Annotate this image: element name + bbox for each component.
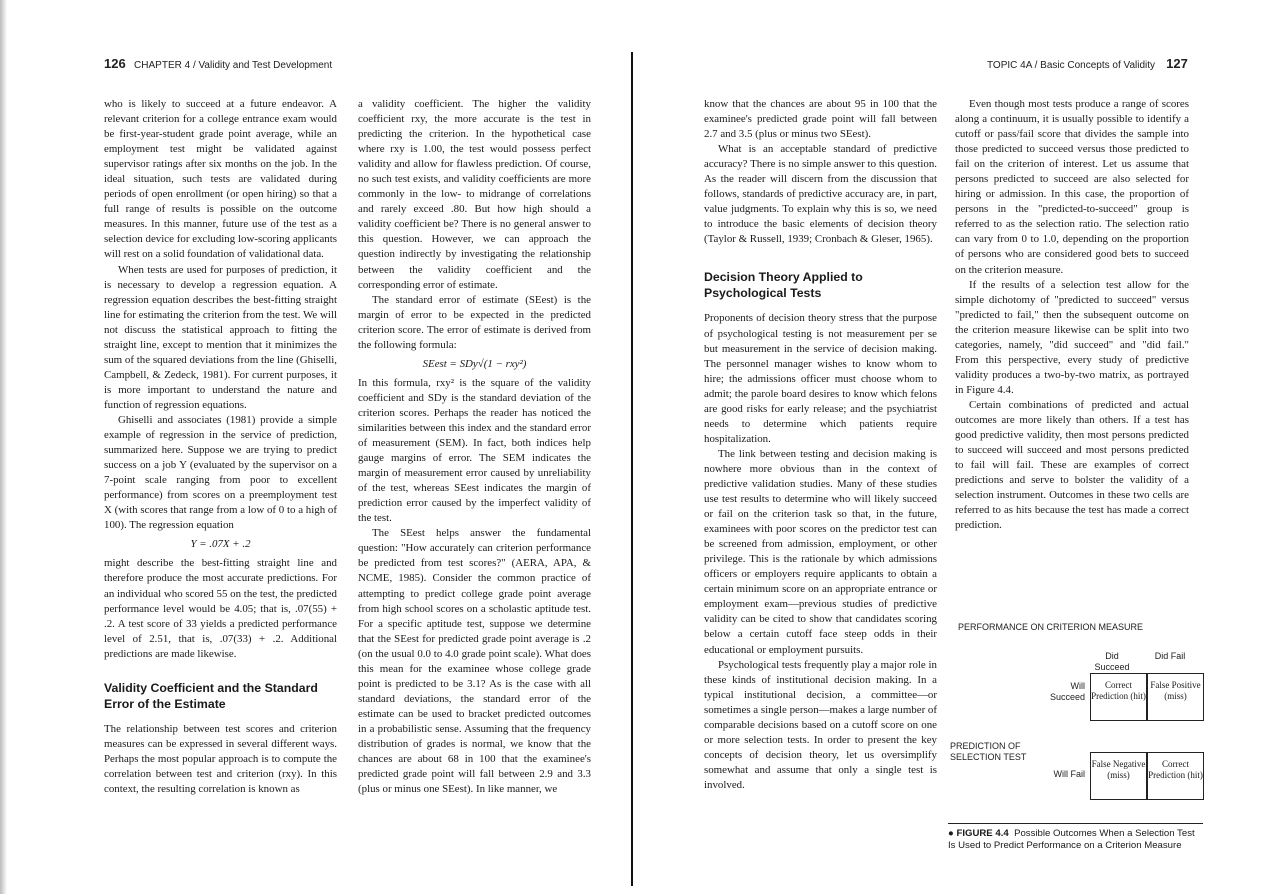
cell-correct-prediction-hit: Correct Prediction (hit) — [1090, 673, 1147, 721]
right-page-column-1 — [704, 97, 937, 793]
left-page-header — [104, 56, 332, 71]
paragraph: In this formula, rxy² is the square of the validity coefficient and SDy is the standard deviation of the criterion scores. Perhaps the reader has noticed the similarities between this index and the standard error of measurement (SEM). In fact, both indices help gauge margins of error. The SEM indicates the margin of measurement error caused by unreliability of the test, whereas SEest indicates the margin of prediction error caused by the imperfect validity of the test. — [358, 376, 591, 525]
paragraph: Psychological tests frequently play a major role in these kinds of institutional decision making. In a typical institutional decision, a committee—or sometimes a single person—makes a large number of comparable decisions based on a cutoff score on one or more selection tests. In order to present the key concepts of decision theory, let us oversimplify somewhat and assume that only a single test is involved. — [704, 658, 937, 791]
paragraph: might describe the best-fitting straight line and therefore produce the most accurate predictions. For an individual who scored 55 on the test, the predicted performance level would be 4.05; that is, .07(55) + .2. A test score of 33 yields a predicted performance level of 2.51, that is, .07(33) + .2. Additional predictions are made likewise. — [104, 557, 337, 660]
figure-caption-text: Possible Outcomes When a Selection Test Is Used to Predict Performance on a Criterion Measure — [948, 828, 1195, 851]
paragraph: What is an acceptable standard of predictive accuracy? There is no simple answer to this question. As the reader will discern from the discussion that follows, standards of predictive accuracy are, in part, value judgments. To explain why this is so, we need to introduce the basic elements of decision theory (Taylor & Russell, 1939; Cronbach & Gleser, 1965). — [704, 143, 937, 246]
cell-false-negative-miss: False Negative (miss) — [1090, 752, 1147, 800]
row-group-label: PREDICTION OF SELECTION TEST — [950, 741, 1027, 762]
left-page-number: 126 — [104, 56, 126, 71]
figure-caption — [948, 823, 1203, 852]
figure-label: ● FIGURE 4.4 — [948, 828, 1009, 839]
col-header-did-succeed: Did Succeed — [1094, 651, 1130, 672]
page-gutter-divider — [631, 52, 633, 886]
paragraph: know that the chances are about 95 in 100 that the examinee's predicted grade point will fall between 2.7 and 3.5 (plus or minus two SEest). — [704, 98, 937, 141]
standard-error-formula: SEest = SDy√(1 − rxy²) — [422, 357, 527, 370]
paragraph: The SEest helps answer the fundamental question: "How accurately can criterion performance be predicted from test scores?" (AERA, APA, & NCME, 1985). Consider the common practice of attempting to predict college grade point average from high school scores on a scholastic aptitude test. For a specific aptitude test, suppose we determine that the SEest for predicted grade point average is .2 (on the usual 0.0 to 4.0 grade point scale). What does this mean for the examinee whose college grade point is predicted to be 3.1? As is the case with all standard deviations, the standard error of the estimate can be used to bracket predicted outcomes in a probabilistic sense. Assuming that the frequency distribution of grades is normal, we know that the chances are about 68 in 100 that the examinee's predicted grade point will fall between 2.9 and 3.3 (plus or minus one SEest). In like manner, we — [358, 527, 591, 796]
paragraph: The standard error of estimate (SEest) is the margin of error to be expected in the predicted criterion score. The error of estimate is derived from the following formula: — [358, 293, 591, 351]
section-heading: Decision Theory Applied to Psychological Tests — [704, 270, 863, 301]
right-running-title: TOPIC 4A / Basic Concepts of Validity — [987, 60, 1156, 71]
right-page-column-2 — [955, 97, 1189, 533]
left-page-column-2 — [358, 97, 591, 797]
left-running-title: CHAPTER 4 / Validity and Test Development — [134, 60, 333, 71]
regression-equation: Y = .07X + .2 — [190, 538, 251, 551]
paragraph: Certain combinations of predicted and actual outcomes are more likely than others. If a test has good predictive validity, then most persons predicted to succeed will succeed and most persons predicted to fail will fail. These are examples of correct predictions and serve to bolster the validity of a selection instrument. Outcomes in these two cells are referred to as hits because the test has made a correct prediction. — [955, 398, 1189, 532]
paragraph: The link between testing and decision making is nowhere more obvious than in the context of predictive validation studies. Many of these studies use test results to determine who will likely succeed or fail on the criterion task so that, in the future, examinees with poor scores on the predictor test can be screened from admission, employment, or other privilege. This is the rationale by which admissions officers or employers require applicants to obtain a certain minimum score on an appropriate entrance or employment exam—previous studies of predictive validity can be cited to show that candidates scoring below a certain cutoff face steep odds in their educational or employment pursuits. — [704, 447, 937, 656]
row-header-will-succeed: Will Succeed — [1049, 681, 1085, 702]
paragraph: If the results of a selection test allow for the simple dichotomy of "predicted to succeed" versus "predicted to fail," then the subsequent outcome on the criterion measure likewise can be split into two categories, namely, "did succeed" and "did fail." From this perspective, every study of predictive validity produces a two-by-two matrix, as portrayed in Figure 4.4. — [955, 278, 1189, 396]
left-page-column-1 — [104, 97, 337, 797]
figure-title: PERFORMANCE ON CRITERION MEASURE — [958, 622, 1144, 632]
paragraph: When tests are used for purposes of prediction, it is necessary to develop a regression equation. A regression equation describes the best-fitting straight line for estimating the criterion from the test. We will not discuss the statistical approach to fitting the straight line, except to mention that it minimizes the sum of the squared deviations from the line (Ghiselli, Campbell, & Zedeck, 1981). For current purposes, it is more important to understand the nature and function of regression equations. — [104, 263, 337, 411]
cell-false-positive-miss: False Positive (miss) — [1147, 673, 1204, 721]
paragraph: a validity coefficient. The higher the validity coefficient rxy, the more accurate is the test in predicting the criterion. In the hypothetical case where rxy is 1.00, the test would possess perfect validity and allow for flawless prediction. Of course, no such test exists, and validity coefficients are more commonly in the low- to midrange of correlations and rarely exceed .80. But how high should a validity coefficient be? There is no general answer to this question. However, we can approach the question indirectly by investigating the relationship between the validity coefficient and the corresponding error of estimate. — [358, 98, 591, 291]
paragraph: Proponents of decision theory stress that the purpose of psychological testing is not measurement per se but measurement in the service of decision making. The personnel manager wishes to know whom to hire; the admissions officer must choose whom to admit; the parole board desires to know which felons are good risks for early release; and the psychiatrist needs to determine which patients require hospitalization. — [704, 312, 937, 445]
right-page-number: 127 — [1166, 56, 1188, 71]
paragraph: who is likely to succeed at a future endeavor. A relevant criterion for a college entrance exam would be first-year-student grade point average, while an employment test might be validated against supervisor ratings after six months on the job. In the ideal situation, such tests are validated during periods of open enrollment (or open hiring) so that a full range of results is possible on the outcome measures. In this manner, future use of the test as a selection device for excluding low-scoring applicants will rest on a solid foundation of validational data. — [104, 98, 337, 261]
page-binding-edge — [0, 0, 7, 894]
col-header-did-fail: Did Fail — [1154, 651, 1186, 661]
paragraph: Ghiselli and associates (1981) provide a simple example of regression in the service of prediction, summarized here. Suppose we are trying to predict success on a job Y (evaluated by the supervisor on a 7-point scale ranging from poor to excellent performance) from scores on a preemployment test X (with scores that range from a low of 0 to a high of 100). The regression equation — [104, 413, 337, 532]
row-header-will-fail: Will Fail — [1053, 769, 1085, 779]
cell-correct-prediction-hit-2: Correct Prediction (hit) — [1147, 752, 1204, 800]
paragraph: The relationship between test scores and criterion measures can be expressed in several different ways. Perhaps the most popular approach is to compute the correlation between test and criterion (rxy). In this context, the resulting correlation is known as — [104, 722, 337, 795]
section-heading: Validity Coefficient and the Standard Error of the Estimate — [104, 680, 318, 711]
right-page-header — [987, 56, 1188, 71]
paragraph: Even though most tests produce a range of scores along a continuum, it is usually possible to identify a cutoff or pass/fail score that divides the sample into those predicted to succeed versus those predicted to fail on the criterion of interest. Let us assume that persons predicted to succeed are also selected for hiring or admission. In this case, the proportion of persons in the "predicted-to-succeed" group is referred to as the selection ratio. The selection ratio can vary from 0 to 1.0, depending on the proportion of persons who are considered good bets to succeed on the criterion measure. — [955, 98, 1189, 276]
